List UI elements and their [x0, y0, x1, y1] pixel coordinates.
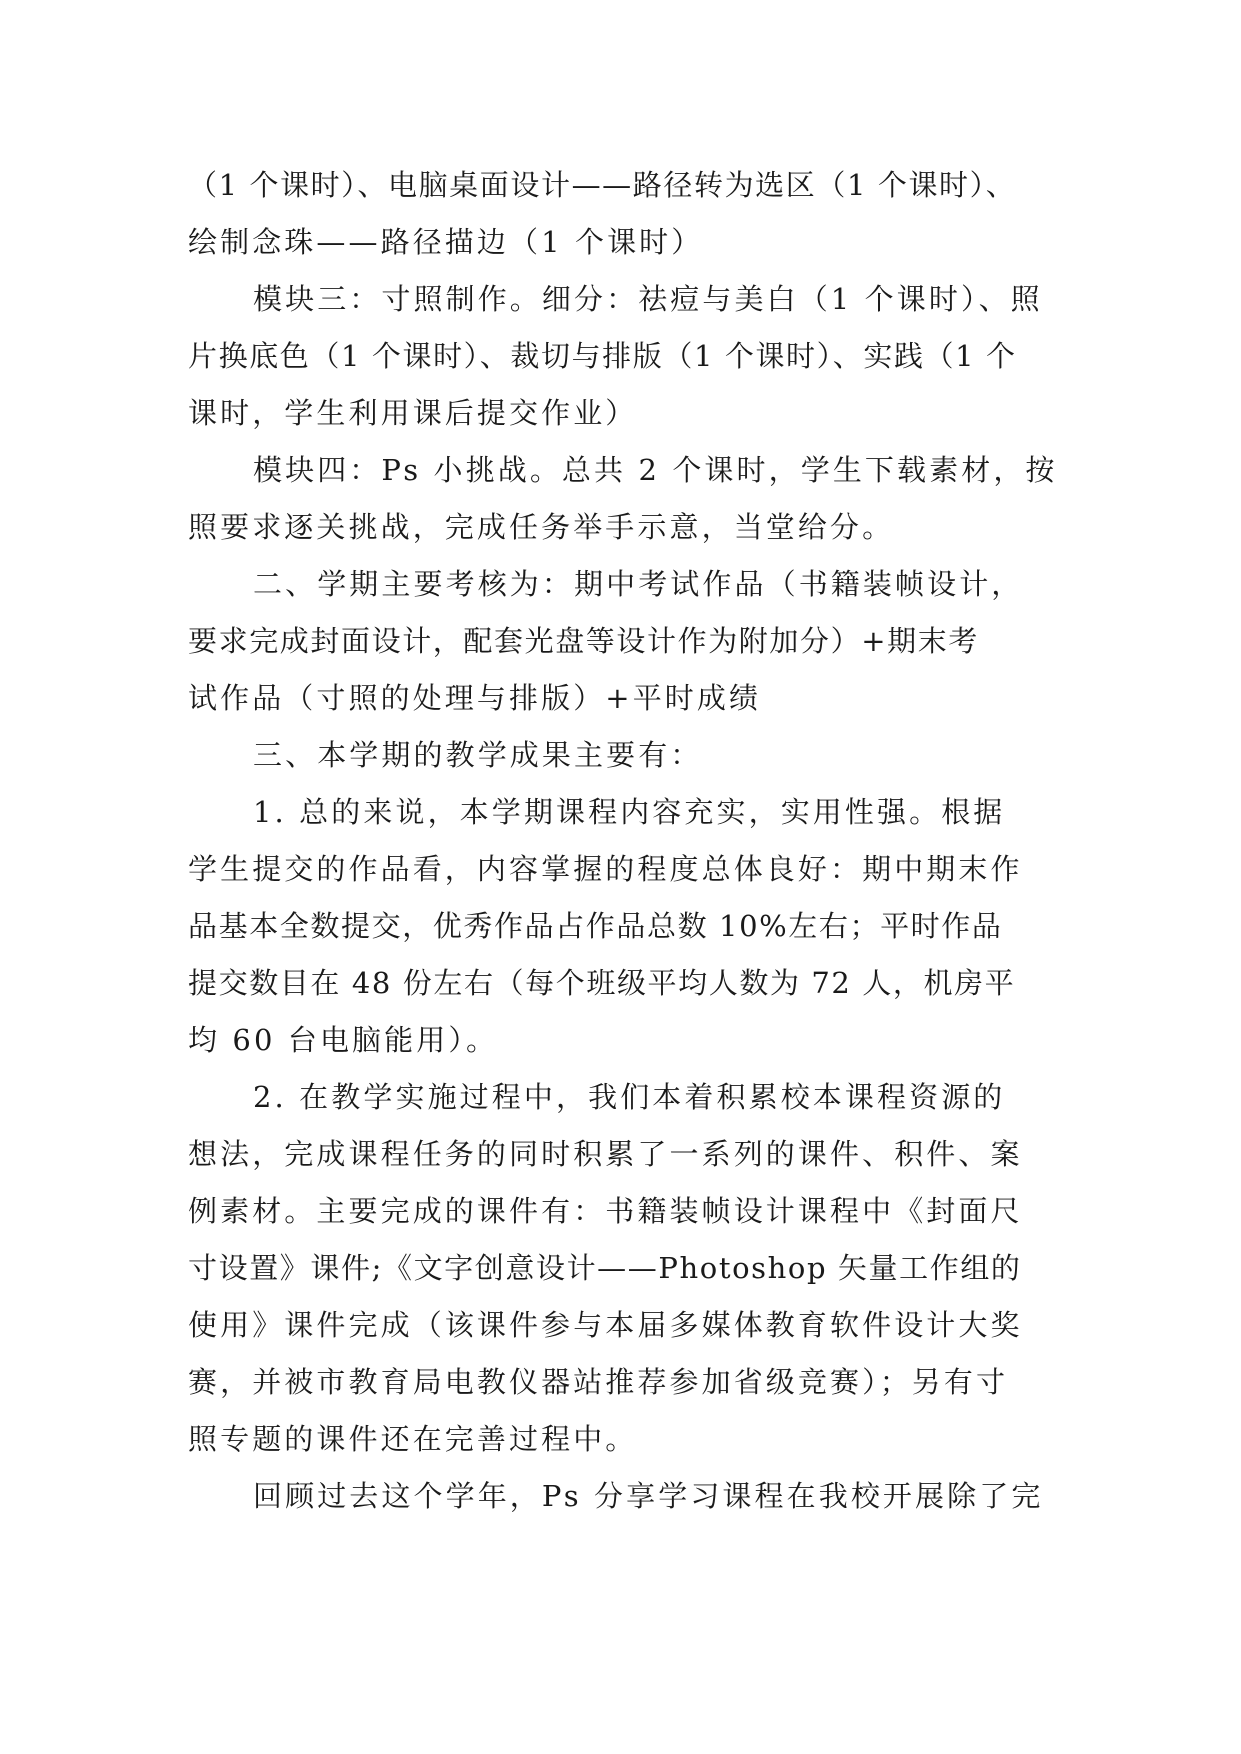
text-line: 回顾过去这个学年，Ps 分享学习课程在我校开展除了完 [253, 1479, 1044, 1513]
text-line: 寸设置》课件;《文字创意设计——Photoshop 矢量工作组的 [188, 1251, 1022, 1285]
text-line: 品基本全数提交，优秀作品占作品总数 10%左右；平时作品 [188, 909, 1003, 943]
text-line: 例素材。主要完成的课件有：书籍装帧设计课程中《封面尺 [188, 1194, 1023, 1228]
text-line: 使用》课件完成（该课件参与本届多媒体教育软件设计大奖 [188, 1308, 1023, 1342]
text-line: 二、学期主要考核为：期中考试作品（书籍装帧设计， [253, 567, 1024, 601]
text-line: 片换底色（1 个课时）、裁切与排版（1 个课时）、实践（1 个 [188, 339, 1017, 373]
text-line: 绘制念珠——路径描边（1 个课时） [188, 225, 704, 259]
text-line: 照要求逐关挑战，完成任务举手示意，当堂给分。 [188, 510, 895, 544]
text-line: 模块四：Ps 小挑战。总共 2 个课时，学生下载素材，按 [253, 453, 1058, 487]
text-line: 模块三：寸照制作。细分：祛痘与美白（1 个课时）、照 [253, 282, 1043, 316]
text-line: 要求完成封面设计，配套光盘等设计作为附加分）+期末考 [188, 624, 979, 658]
text-line: 课时，学生利用课后提交作业） [188, 396, 638, 430]
text-line: 均 60 台电脑能用）。 [188, 1023, 499, 1057]
text-line: 提交数目在 48 份左右（每个班级平均人数为 72 人，机房平 [188, 966, 1016, 1000]
text-line: 三、本学期的教学成果主要有： [253, 738, 703, 772]
text-line: 想法，完成课程任务的同时积累了一系列的课件、积件、案 [188, 1137, 1023, 1171]
text-line: 赛，并被市教育局电教仪器站推荐参加省级竞赛）；另有寸 [188, 1365, 1009, 1399]
text-line: 试作品（寸照的处理与排版）+平时成绩 [188, 681, 762, 715]
text-line: 2. 在教学实施过程中，我们本着积累校本课程资源的 [253, 1080, 1006, 1114]
text-line: 1. 总的来说，本学期课程内容充实，实用性强。根据 [253, 795, 1006, 829]
text-line: （1 个课时）、电脑桌面设计——路径转为选区（1 个课时）、 [188, 168, 1017, 202]
text-line: 学生提交的作品看，内容掌握的程度总体良好：期中期末作 [188, 852, 1023, 886]
text-line: 照专题的课件还在完善过程中。 [188, 1422, 638, 1456]
